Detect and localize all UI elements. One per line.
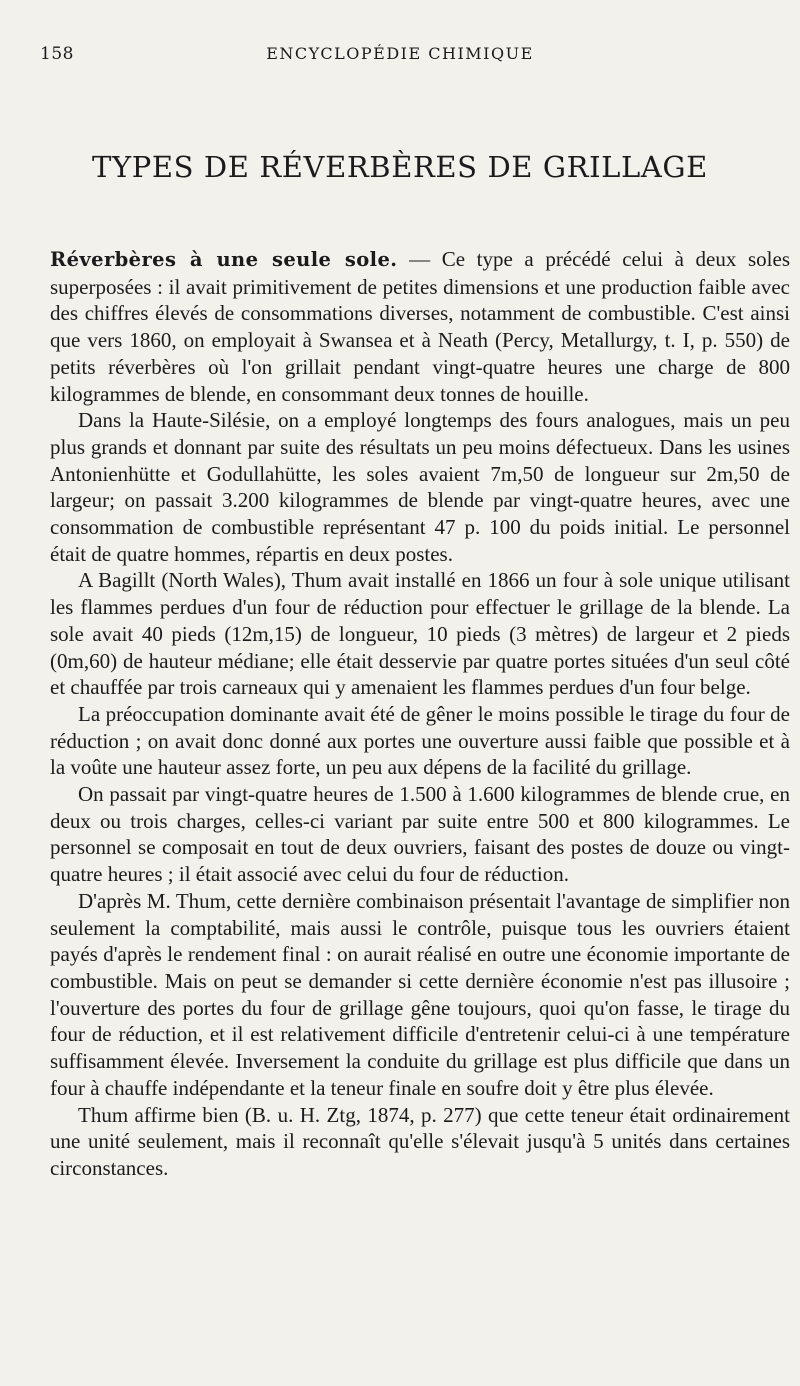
page-number: 158 (40, 44, 74, 64)
paragraph-text: D'après M. Thum, cette dernière combinaison présentait l'avantage de simplifier non seulement la comptabilité, mais aussi le contrôle, puisque tous les ouvriers étaient payés d'après le rendement final : on aurait réalisé en outre une économie importante de combustible. Mais on peut se demander si cette dernière économie n'est pas illusoire ; l'ouverture des portes du four de grillage gêne toujours, quoi qu'on fasse, le tirage du four de réduction, et il est relativement difficile d'entretenir celui-ci à une température suffisamment élevée. Inversement la conduite du grillage est plus difficile que dans un four à chauffe indépendante et la teneur finale en soufre doit y être plus élevée. (50, 888, 790, 1100)
paragraph-text: Thum affirme bien (B. u. H. Ztg, 1874, p. 277) que cette teneur était ordinairement une unité seulement, mais il reconnaît qu'elle s'élevait jusqu'à 5 unités dans certaines circonstances. (50, 1102, 790, 1180)
runin-heading: Réverbères à une seule sole. (50, 248, 398, 271)
paragraph-text: Dans la Haute-Silésie, on a employé longtemps des fours analogues, mais un peu plus grands et donnant par suite des résultats un peu moins défectueux. Dans les usines Antonienhütte et Godullahütte, les soles avaient 7m,50 de longueur sur 2m,50 de largeur; on passait 3.200 kilogrammes de blende par vingt-quatre heures, avec une consommation de combustible représentant 47 p. 100 du poids initial. Le personnel était de quatre hommes, répartis en deux postes. (50, 408, 790, 566)
paragraph-4 (50, 701, 790, 781)
paragraph-5 (50, 781, 790, 888)
section-title: TYPES DE RÉVERBÈRES DE GRILLAGE (92, 150, 708, 184)
body-text (50, 246, 790, 1182)
paragraph-text: — Ce type a précédé celui à deux soles superposées : il avait primitivement de petites dimensions et une production faible avec des chiffres élevés de consommations diverses, notamment de combustible. C'est ainsi que vers 1860, on employait à Swansea et à Neath (Percy, Metallurgy, t. I, p. 550) de petits réverbères où l'on grillait pendant vingt-quatre heures une charge de 800 kilogrammes de blende, en consommant deux tonnes de houille. (50, 247, 790, 406)
paragraph-text: A Bagillt (North Wales), Thum avait installé en 1866 un four à sole unique utilisant les flammes perdues d'un four de réduction pour effectuer le grillage de la blende. La sole avait 40 pieds (12m,15) de longueur, 10 pieds (3 mètres) de largeur et 2 pieds (0m,60) de hauteur médiane; elle était desservie par quatre portes situées d'un seul côté et chauffée par trois carneaux qui y amenaient les flammes perdues d'un four belge. (50, 568, 790, 700)
paragraph-2 (50, 407, 790, 567)
running-title: ENCYCLOPÉDIE CHIMIQUE (266, 44, 534, 63)
paragraph-3 (50, 567, 790, 701)
paragraph-text: On passait par vingt-quatre heures de 1.500 à 1.600 kilogrammes de blende crue, en deux ou trois charges, celles-ci variant par suite entre 500 et 800 kilogrammes. Le personnel se composait en tout de deux ouvriers, faisant des postes de douze ou vingt-quatre heures ; il était associé avec celui du four de réduction. (50, 782, 790, 887)
paragraph-7 (50, 1102, 790, 1182)
paragraph-text: La préoccupation dominante avait été de gêner le moins possible le tirage du four de réduction ; on avait donc donné aux portes une ouverture aussi faible que possible et à la voûte une hauteur assez forte, un peu aux dépens de la facilité du grillage. (50, 701, 790, 780)
paragraph-1 (50, 246, 790, 407)
paragraph-6 (50, 888, 790, 1102)
